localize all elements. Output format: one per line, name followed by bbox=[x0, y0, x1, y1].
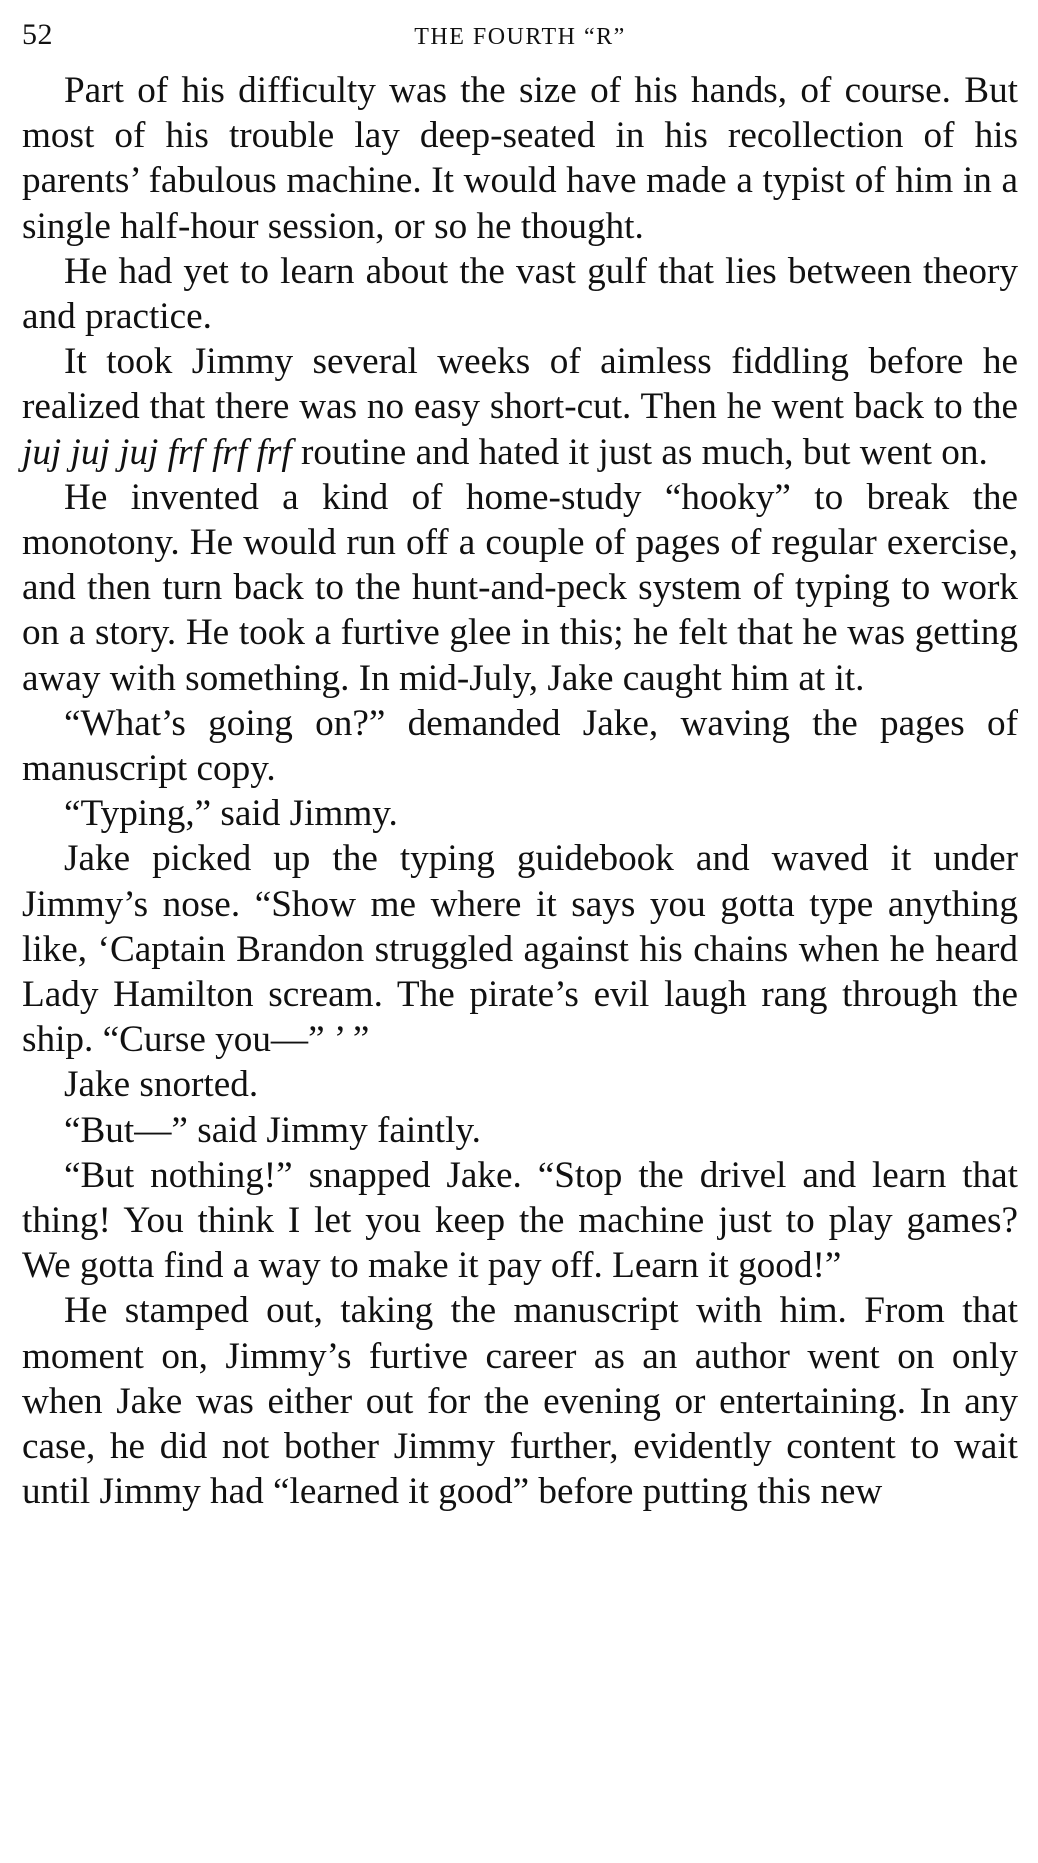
paragraph-6: “Typing,” said Jimmy. bbox=[64, 793, 398, 835]
paragraph-11: He stamped out, taking the manuscript with him. From that moment on, Jimmy’s furtive career as an author went on only when Jake was either out for the evening or entertaining. In any case, he did not bother Jimmy further, evidently content to wait until Jimmy had “learned it good” before putting this new bbox=[22, 1290, 1018, 1513]
running-title: THE FOURTH “R” bbox=[414, 24, 626, 50]
paragraph-7: Jake picked up the typing guidebook and waved it under Jimmy’s nose. “Show me where it says you gotta type anything like, ‘Captain Brandon struggled against his chains when he heard Lady Hamilton scream. The pirate’s evil laugh rang through the ship. “Curse you—” ’ ” bbox=[22, 838, 1018, 1061]
body-text bbox=[22, 68, 1018, 1515]
paragraph-3-before: It took Jimmy several weeks of aimless fiddling before he realized that there was no easy short-cut. Then he went back to the bbox=[22, 341, 1018, 428]
paragraph-10: “But nothing!” snapped Jake. “Stop the drivel and learn that thing! You think I let you keep the machine just to play games? We gotta find a way to make it pay off. Learn it good!” bbox=[22, 1154, 1018, 1287]
paragraph-8: Jake snorted. bbox=[64, 1064, 259, 1106]
page-header bbox=[22, 0, 1018, 68]
paragraph-3 bbox=[22, 339, 1018, 475]
paragraph-2: He had yet to learn about the vast gulf that lies between theory and practice. bbox=[22, 250, 1018, 338]
paragraph-1: Part of his difficulty was the size of his hands, of course. But most of his trouble lay deep-seated in his recollection of his parents’ fabulous machine. It would have made a typist of him in a single half-hour session, or so he thought. bbox=[22, 70, 1018, 247]
paragraph-9: “But—” said Jimmy faintly. bbox=[64, 1109, 481, 1151]
book-page bbox=[22, 0, 1018, 1515]
paragraph-4: He invented a kind of home-study “hooky” to break the monotony. He would run off a couple of pages of regular exercise, and then turn back to the hunt-and-peck system of typing to work on a story. He took a furtive glee in this; he felt that he was getting away with something. In mid-July, Jake caught him at it. bbox=[22, 476, 1018, 699]
typing-drill-italic: juj juj juj frf frf frf bbox=[22, 431, 292, 473]
paragraph-3-after: routine and hated it just as much, but went on. bbox=[291, 431, 988, 473]
page-number: 52 bbox=[22, 18, 53, 51]
paragraph-5: “What’s going on?” demanded Jake, waving the pages of manuscript copy. bbox=[22, 702, 1018, 790]
